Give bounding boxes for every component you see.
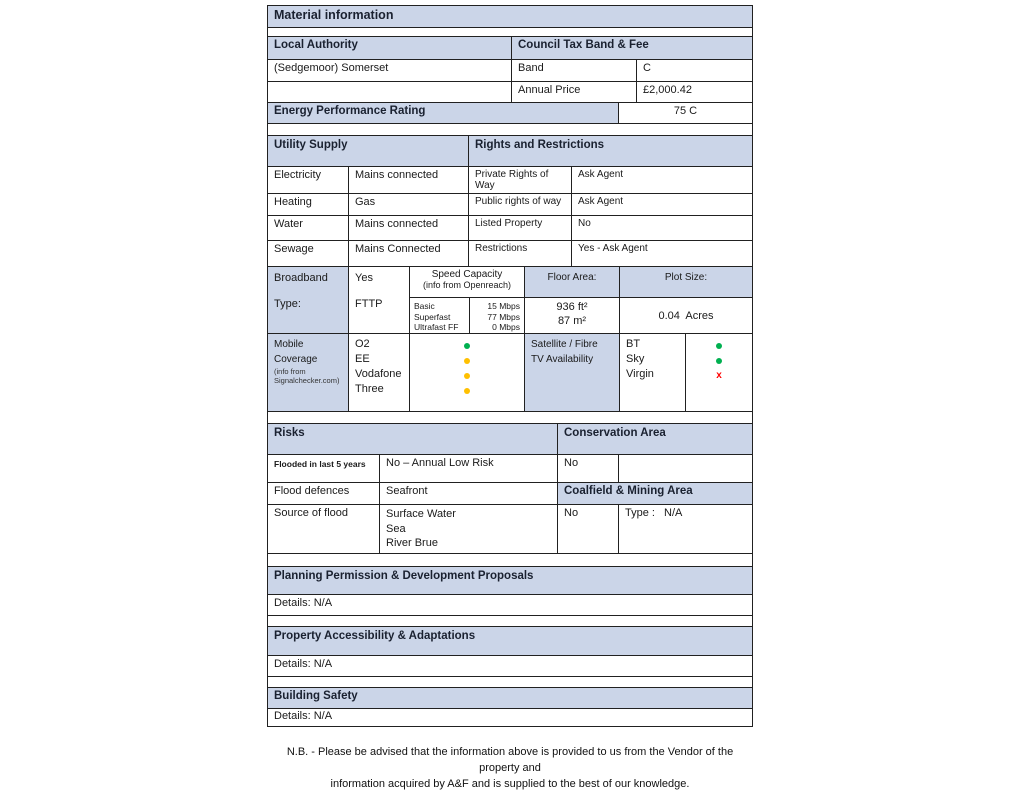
section-spacer <box>267 412 753 423</box>
mobile-coverage-label-cell <box>268 334 348 411</box>
section-spacer <box>267 677 753 687</box>
coalfield-value: No <box>557 505 618 553</box>
coverage-status-icon <box>464 388 470 394</box>
utility-value: Mains connected <box>348 216 468 240</box>
speed-tier-labels: Basic Superfast Ultrafast FF <box>410 298 470 333</box>
empty-cell <box>268 82 511 102</box>
plot-size-cell <box>619 267 752 333</box>
utility-value: Mains connected <box>348 167 468 193</box>
utility-label: Water <box>274 218 303 230</box>
broadband-value-cell <box>348 267 409 333</box>
utility-row <box>268 215 752 240</box>
coverage-status-icon <box>464 373 470 379</box>
accessibility-details: Details: N/A <box>274 658 333 670</box>
rights-value: No <box>571 216 752 240</box>
band-value: C <box>636 60 752 81</box>
planning-details: Details: N/A <box>274 597 333 609</box>
tv-availability-label: Satellite / Fibre TV Availability <box>524 334 619 411</box>
council-tax-section <box>267 36 753 124</box>
mobile-coverage-source-note: (info from Signalchecker.com) <box>274 367 340 385</box>
section-spacer <box>267 554 753 566</box>
footer-note-line2: information acquired by A&F and is supplied to the best of our knowledge. <box>330 778 690 790</box>
building-safety-section <box>267 687 753 727</box>
broadband-type-label: Type: <box>274 298 301 310</box>
tv-provider-name: Sky <box>626 353 645 365</box>
utility-row <box>268 193 752 215</box>
mobile-coverage-label: Mobile Coverage <box>274 339 318 365</box>
mobile-network-name: Vodafone <box>355 368 402 380</box>
mobile-network-name: Three <box>355 383 384 395</box>
mobile-network-name: EE <box>355 353 370 365</box>
utility-value: Mains Connected <box>348 241 468 266</box>
plot-size-header: Plot Size: <box>620 267 752 298</box>
utility-label: Sewage <box>274 243 314 255</box>
coalfield-type-label: Type : <box>625 507 655 519</box>
utility-row <box>268 166 752 193</box>
coverage-status-icon <box>464 358 470 364</box>
rights-value: Ask Agent <box>571 194 752 215</box>
section-spacer <box>267 616 753 626</box>
tv-provider-name: Virgin <box>626 368 654 380</box>
source-of-flood-label: Source of flood <box>274 507 348 519</box>
section-spacer <box>267 124 753 135</box>
coverage-status-icon <box>464 343 470 349</box>
floor-area-cell <box>524 267 619 333</box>
broadband-available: Yes <box>355 272 373 284</box>
mobile-coverage-status-column <box>409 334 524 411</box>
rights-restrictions-header: Rights and Restrictions <box>468 136 752 166</box>
flood-defences-label: Flood defences <box>274 485 350 497</box>
flood-source-values: Surface Water Sea River Brue <box>379 505 557 553</box>
speed-capacity-cell <box>409 267 524 333</box>
rights-label: Listed Property <box>468 216 571 240</box>
document-title-bar <box>267 5 753 28</box>
planning-header: Planning Permission & Development Proposals <box>268 567 752 594</box>
broadband-label-cell <box>268 267 348 333</box>
utility-section <box>267 135 753 412</box>
empty-cell <box>618 455 752 482</box>
mobile-network-list <box>348 334 409 411</box>
tv-provider-list <box>620 334 686 411</box>
utility-row <box>268 240 752 266</box>
building-safety-details: Details: N/A <box>274 710 333 722</box>
local-authority-value: (Sedgemoor) Somerset <box>274 62 389 74</box>
floor-area-value: 936 ft² 87 m² <box>556 301 588 327</box>
tv-status-icon <box>716 343 722 349</box>
rights-label: Public rights of way <box>468 194 571 215</box>
rights-value: Yes - Ask Agent <box>571 241 752 266</box>
conservation-value: No <box>557 455 618 482</box>
utility-value: Gas <box>348 194 468 215</box>
broadband-type-value: FTTP <box>355 298 383 310</box>
accessibility-section <box>267 626 753 677</box>
footer-note <box>267 744 753 792</box>
rights-label: Private Rights of Way <box>468 167 571 193</box>
plot-size-value: 0.04 Acres <box>658 309 714 322</box>
utility-label: Heating <box>274 196 312 208</box>
mobile-network-name: O2 <box>355 338 370 350</box>
speed-capacity-header: Speed Capacity (info from Openreach) <box>410 267 524 298</box>
utility-label: Electricity <box>274 169 322 181</box>
band-label: Band <box>511 60 636 81</box>
annual-price-label: Annual Price <box>511 82 636 102</box>
coalfield-type-value: N/A <box>664 507 683 519</box>
floor-area-header: Floor Area: <box>525 267 619 298</box>
planning-section <box>267 566 753 616</box>
page-title: Material information <box>274 8 394 22</box>
risks-section <box>267 423 753 554</box>
footer-note-line1: N.B. - Please be advised that the information above is provided to us from the Vendor of the property and <box>286 746 734 774</box>
council-tax-header: Council Tax Band & Fee <box>511 37 752 59</box>
speed-tier-values: 15 Mbps 77 Mbps 0 Mbps <box>487 301 520 332</box>
flood-defences-value: Seafront <box>379 483 557 504</box>
local-authority-header: Local Authority <box>268 37 511 59</box>
mobile-coverage-row <box>268 333 752 411</box>
coalfield-type-cell <box>618 505 752 553</box>
rights-value: Ask Agent <box>571 167 752 193</box>
flooded-value: No – Annual Low Risk <box>379 455 557 482</box>
epr-label: Energy Performance Rating <box>268 103 618 123</box>
building-safety-header: Building Safety <box>268 688 752 708</box>
coalfield-mining-header: Coalfield & Mining Area <box>557 483 752 504</box>
flooded-label: Flooded in last 5 years <box>274 459 366 469</box>
annual-price-value: £2,000.42 <box>636 82 752 102</box>
epr-value: 75 C <box>618 103 752 123</box>
tv-status-icon <box>716 358 722 364</box>
utility-supply-header: Utility Supply <box>268 136 468 166</box>
material-information-document <box>267 5 753 792</box>
section-spacer <box>267 28 753 36</box>
accessibility-header: Property Accessibility & Adaptations <box>268 627 752 655</box>
broadband-row <box>268 266 752 333</box>
tv-status-column <box>686 334 752 411</box>
rights-label: Restrictions <box>468 241 571 266</box>
broadband-label: Broadband <box>274 272 328 284</box>
conservation-area-header: Conservation Area <box>557 424 752 454</box>
risks-header: Risks <box>268 424 557 454</box>
tv-availability-cell <box>619 334 752 411</box>
tv-provider-name: BT <box>626 338 641 350</box>
tv-status-icon: x <box>716 370 722 381</box>
speed-values <box>410 298 524 333</box>
